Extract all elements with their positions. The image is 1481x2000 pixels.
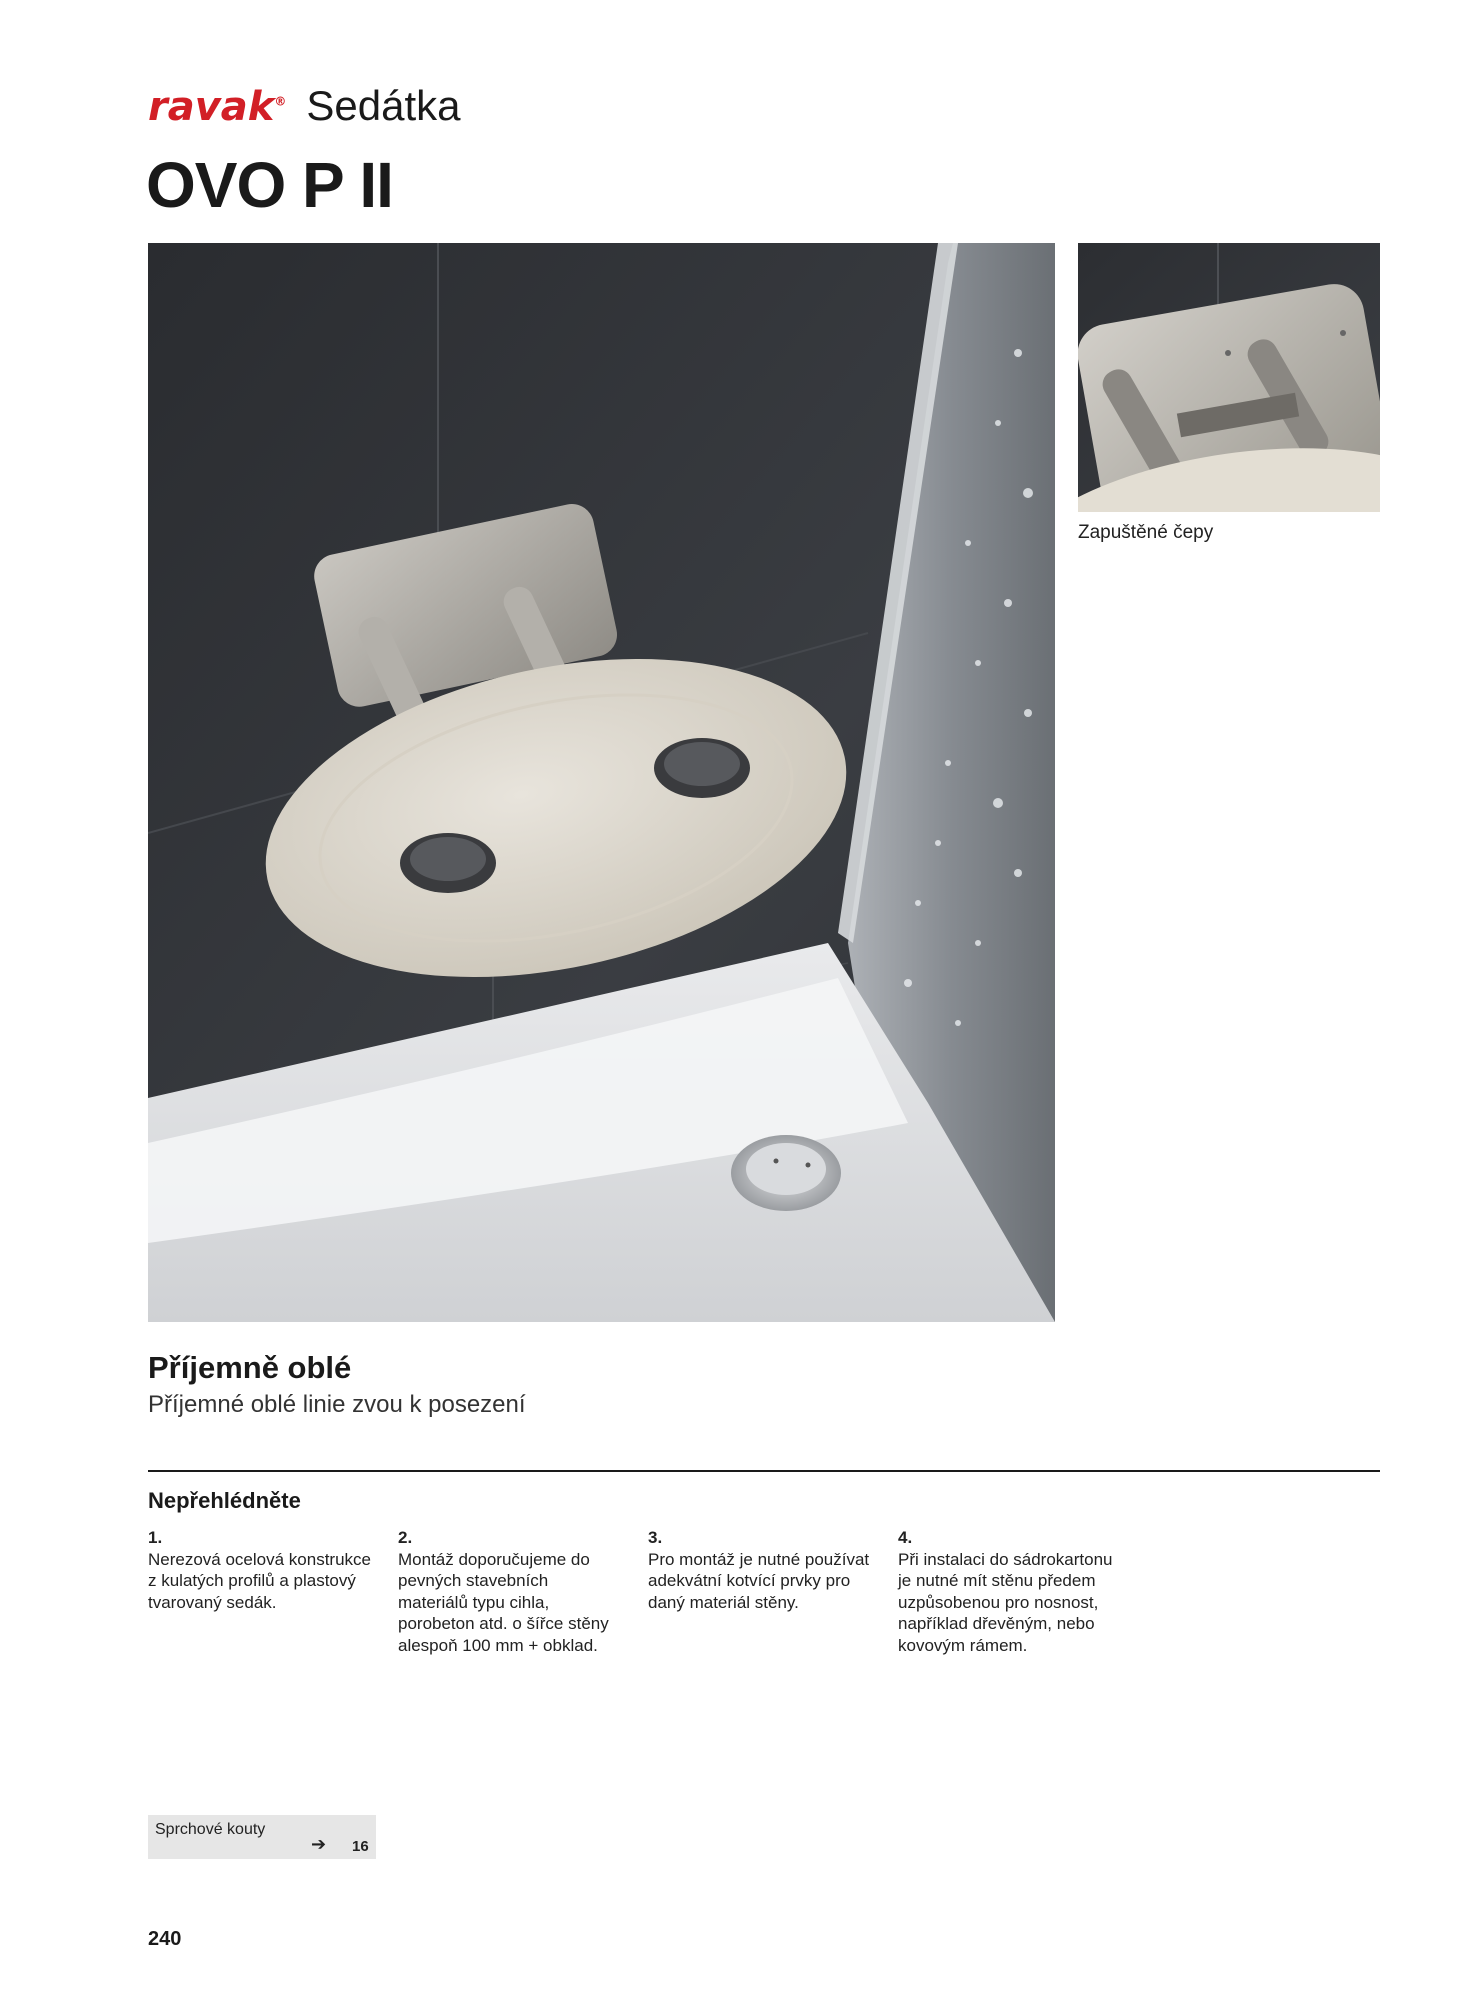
arrow-right-icon: ➔ xyxy=(311,1834,327,1854)
main-product-photo xyxy=(148,243,1055,1322)
xref-shower-enclosures-link[interactable] xyxy=(148,1815,376,1859)
header xyxy=(148,82,461,130)
feature-title: Příjemně oblé xyxy=(148,1350,352,1385)
seat-photo-icon xyxy=(148,243,1055,1322)
note-2 xyxy=(398,1527,618,1656)
note-number: 4. xyxy=(898,1528,913,1547)
note-text: Při instalaci do sádrokartonu je nutné mít stěnu předem uzpůsobenou pro nosnost, například dřevěným, nebo kovovým rámem. xyxy=(898,1549,1113,1655)
note-text: Nerezová ocelová konstrukce z kulatých profilů a plastový tvarovaný sedák. xyxy=(148,1549,372,1612)
section-divider xyxy=(148,1470,1380,1472)
product-title: OVO P II xyxy=(146,149,393,221)
page-number: 240 xyxy=(148,1928,182,1950)
note-3 xyxy=(648,1527,878,1613)
note-1 xyxy=(148,1527,378,1613)
notes-title: Nepřehlédněte xyxy=(148,1488,301,1513)
xref-page-number: 16 xyxy=(352,1838,369,1855)
ravak-logo: ravak® xyxy=(148,84,287,130)
note-4 xyxy=(898,1527,1123,1656)
hinge-detail-photo xyxy=(1078,243,1380,512)
note-number: 1. xyxy=(148,1528,163,1547)
note-text: Montáž doporučujeme do pevných stavebních materiálů typu cihla, porobeton atd. o šířce stěny alespoň 100 mm + obklad. xyxy=(398,1549,609,1655)
feature-text: Příjemné oblé linie zvou k posezení xyxy=(148,1391,526,1418)
thumb-caption: Zapuštěné čepy xyxy=(1078,522,1214,543)
hinge-detail-photo-icon xyxy=(1078,243,1380,512)
xref-label: Sprchové kouty xyxy=(155,1821,266,1838)
section-title: Sedátka xyxy=(306,82,461,129)
note-number: 2. xyxy=(398,1528,413,1547)
note-number: 3. xyxy=(648,1528,663,1547)
note-text: Pro montáž je nutné používat adekvátní kotvící prvky pro daný materiál stěny. xyxy=(648,1549,870,1612)
